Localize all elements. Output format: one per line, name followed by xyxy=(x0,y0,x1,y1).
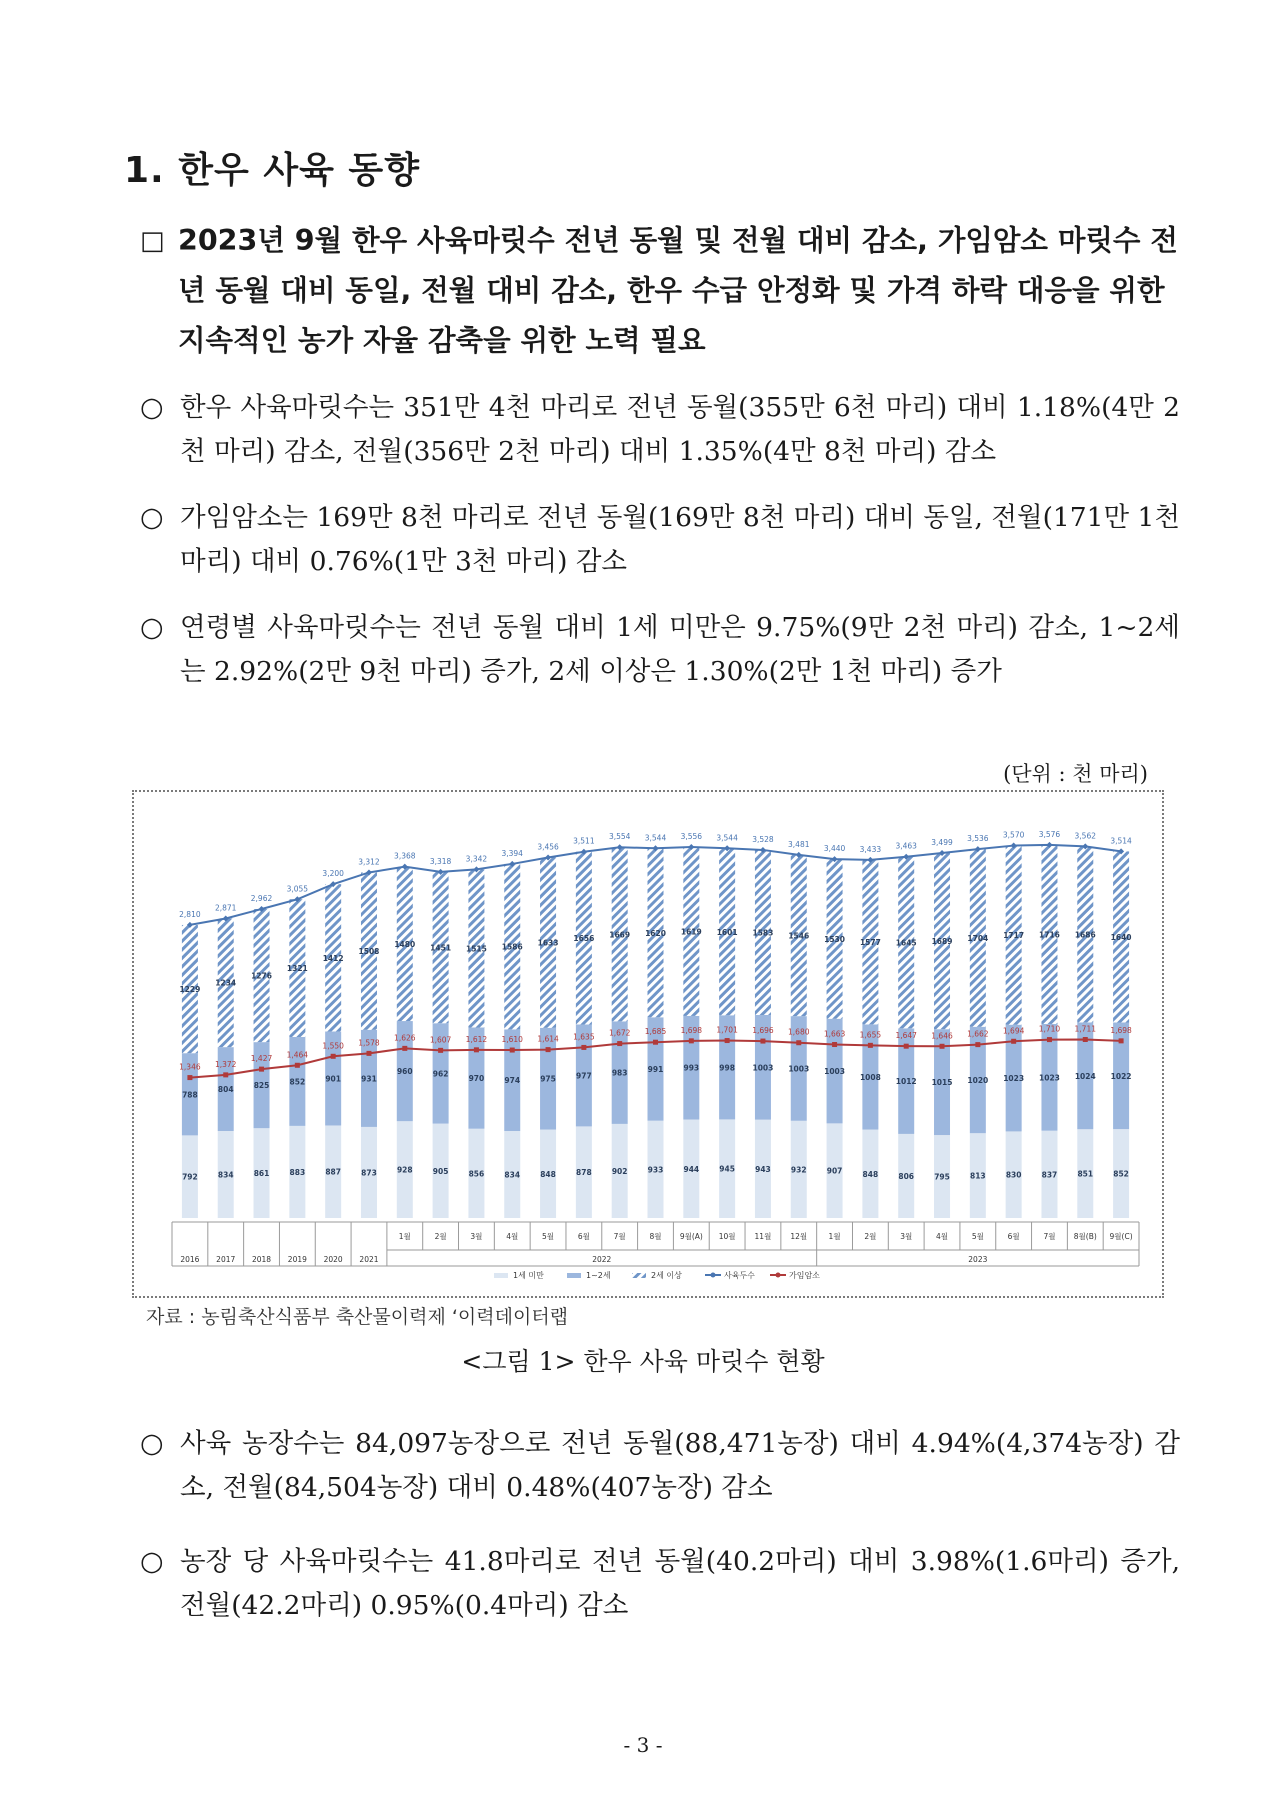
chart-bar-value-label: 806 xyxy=(898,1171,915,1181)
chart-line-point xyxy=(581,1045,586,1050)
chart-bar-value-label: 1704 xyxy=(967,933,989,943)
chart-category-label: 2019 xyxy=(287,1255,307,1264)
chart-line-point xyxy=(653,1040,658,1045)
chart-line-value-label: 1,680 xyxy=(788,1027,810,1037)
chart-category-label: 5월 xyxy=(971,1232,984,1241)
bullet-item xyxy=(140,1540,1180,1628)
chart-category-label: 2020 xyxy=(323,1255,343,1264)
chart-bar-value-label: 931 xyxy=(361,1074,377,1084)
bullet-item xyxy=(140,1422,1180,1510)
chart-bar-value-label: 887 xyxy=(325,1167,341,1177)
chart-bar-value-label: 1012 xyxy=(895,1077,917,1087)
chart-line-value-label: 1,612 xyxy=(465,1034,488,1044)
chart-line-point xyxy=(940,1044,945,1049)
chart-line-value-label: 3,368 xyxy=(394,851,416,861)
chart-line-value-label: 3,570 xyxy=(1002,830,1025,840)
chart-line-point xyxy=(904,1044,909,1049)
circle-bullet-icon: ○ xyxy=(140,502,164,533)
bullet-text: 연령별 사육마릿수는 전년 동월 대비 1세 미만은 9.75%(9만 2천 마리) 감소, 1~2세는 2.92%(2만 9천 마리) 증가, 2세 이상은 1.30%(2만 1천 마리) 증가 xyxy=(180,612,1180,687)
chart-bar-value-label: 792 xyxy=(182,1172,198,1182)
chart-line-point xyxy=(725,1038,730,1043)
chart-line-value-label: 1,662 xyxy=(967,1029,989,1039)
chart-line-point xyxy=(438,1048,443,1053)
chart-bar-value-label: 1412 xyxy=(322,953,344,963)
chart-category-label: 2월 xyxy=(434,1232,447,1241)
summary-text: 2023년 9월 한우 사육마릿수 전년 동월 및 전월 대비 감소, 가임암소 마릿수 전년 동월 대비 동일, 전월 대비 감소, 한우 수급 안정화 및 가격 하락 대응을 위한 지속적인 농가 자율 감축을 위한 노력 필요 xyxy=(178,224,1178,357)
chart-line-point xyxy=(187,1075,192,1080)
chart-line-point xyxy=(366,1051,371,1056)
chart-line-point xyxy=(1119,1038,1124,1043)
chart-line-point xyxy=(617,1041,622,1046)
chart-bar-value-label: 1003 xyxy=(752,1063,774,1073)
circle-bullet-icon: ○ xyxy=(140,1546,164,1577)
source-note: 자료 : 농림축산식품부 축산물이력제 ‘이력데이터랩 xyxy=(146,1306,569,1328)
chart-line-point xyxy=(474,1047,479,1052)
chart-line-point xyxy=(331,1054,336,1059)
chart-line-value-label: 1,663 xyxy=(823,1029,846,1039)
chart-legend-swatch xyxy=(632,1273,646,1278)
chart-line-value-label: 1,711 xyxy=(1074,1024,1097,1034)
chart-line-point xyxy=(546,1047,551,1052)
chart-legend-swatch xyxy=(776,1273,781,1278)
section-title: 1. 한우 사육 동향 xyxy=(124,150,420,191)
chart-bar-value-label: 830 xyxy=(1005,1170,1022,1180)
chart-category-label: 3월 xyxy=(900,1232,913,1241)
chart-line-point xyxy=(975,1042,980,1047)
chart-line-value-label: 3,055 xyxy=(286,884,309,894)
chart-frame xyxy=(132,790,1164,1298)
chart-line-value-label: 1,694 xyxy=(1002,1026,1025,1036)
chart-bar-value-label: 943 xyxy=(755,1164,771,1174)
circle-bullet-icon: ○ xyxy=(140,612,164,643)
chart-line-value-label: 3,440 xyxy=(823,844,846,854)
chart-line-value-label: 1,578 xyxy=(358,1038,380,1048)
chart-line-value-label: 1,372 xyxy=(214,1059,237,1069)
chart-category-label: 6월 xyxy=(1007,1232,1020,1241)
chart-bar-value-label: 873 xyxy=(361,1168,377,1178)
chart-bar-value-label: 975 xyxy=(540,1074,556,1084)
summary-box xyxy=(140,216,1180,366)
chart-legend-label: 2세 이상 xyxy=(651,1271,682,1280)
chart-category-label: 8월(B) xyxy=(1073,1232,1097,1241)
chart-bar-value-label: 1546 xyxy=(788,931,810,941)
chart-bar-value-label: 795 xyxy=(934,1172,950,1182)
chart-bar-value-label: 1508 xyxy=(358,947,380,957)
chart-bar-value-label: 1583 xyxy=(752,928,774,938)
chart-bar-value-label: 944 xyxy=(683,1164,700,1174)
chart-bar-value-label: 962 xyxy=(432,1069,449,1079)
chart-category-label: 1월 xyxy=(398,1232,411,1241)
chart-bar-value-label: 804 xyxy=(217,1085,234,1095)
chart-line-value-label: 1,710 xyxy=(1038,1024,1061,1034)
chart-line-value-label: 2,810 xyxy=(179,909,201,919)
chart-category-label: 2월 xyxy=(864,1232,877,1241)
unit-note: (단위 : 천 마리) xyxy=(1003,762,1148,786)
bullet-item xyxy=(140,606,1180,694)
chart-bar-value-label: 1480 xyxy=(394,939,416,949)
chart-line-point xyxy=(868,1043,873,1048)
chart-bar-value-label: 852 xyxy=(1113,1169,1129,1179)
chart-bar-value-label: 1023 xyxy=(1039,1073,1060,1083)
chart-line-point xyxy=(402,1046,407,1051)
chart-line-value-label: 1,427 xyxy=(250,1054,273,1064)
chart-line-value-label: 1,672 xyxy=(608,1028,631,1038)
chart-line-value-label: 3,499 xyxy=(931,837,953,847)
chart-bar-value-label: 970 xyxy=(468,1074,485,1084)
chart-line-value-label: 3,312 xyxy=(358,857,380,867)
chart-line-point xyxy=(1011,1039,1016,1044)
chart-bar-value-label: 902 xyxy=(611,1166,628,1176)
chart-group-label: 2023 xyxy=(968,1255,988,1264)
chart-bar-value-label: 1656 xyxy=(573,934,595,944)
chart-bar-value-label: 1008 xyxy=(859,1072,881,1082)
chart-line-value-label: 3,556 xyxy=(680,832,703,842)
chart-bar-value-label: 1716 xyxy=(1039,930,1060,940)
chart-line-value-label: 3,514 xyxy=(1110,836,1132,846)
chart-bar-value-label: 848 xyxy=(862,1169,879,1179)
chart-category-label: 2017 xyxy=(216,1255,236,1264)
chart-bar-value-label: 1619 xyxy=(680,927,702,937)
chart-bar-value-label: 1577 xyxy=(859,938,881,948)
chart-category-label: 9월(A) xyxy=(679,1232,703,1241)
chart-line-point xyxy=(259,1067,264,1072)
chart-line-point xyxy=(689,1038,694,1043)
chart-bar-value-label: 883 xyxy=(289,1167,306,1177)
chart-bar-value-label: 901 xyxy=(325,1074,341,1084)
chart-bar-value-label: 907 xyxy=(826,1166,843,1176)
chart-bar-value-label: 1645 xyxy=(895,938,917,948)
chart-bar-value-label: 1717 xyxy=(1003,931,1025,941)
chart-line-value-label: 3,544 xyxy=(716,833,738,843)
chart-line-value-label: 1,646 xyxy=(931,1031,953,1041)
chart-line-value-label: 3,562 xyxy=(1074,831,1097,841)
chart-legend-label: 1세 미만 xyxy=(513,1271,544,1280)
chart-bar-value-label: 837 xyxy=(1041,1170,1058,1180)
bullet-item xyxy=(140,496,1180,584)
chart-bar-value-label: 998 xyxy=(719,1063,735,1073)
chart-line-value-label: 1,635 xyxy=(573,1032,595,1042)
chart-line-value-label: 3,554 xyxy=(608,832,631,842)
chart-category-label: 4월 xyxy=(936,1232,949,1241)
chart-bar-value-label: 1023 xyxy=(1003,1074,1025,1084)
chart-line-value-label: 3,463 xyxy=(895,841,917,851)
chart-category-label: 7월 xyxy=(613,1232,626,1241)
chart-bar-value-label: 1620 xyxy=(645,928,666,938)
chart-bar-value-label: 856 xyxy=(468,1169,485,1179)
chart-bar-value-label: 1686 xyxy=(1074,930,1096,940)
chart-legend-label: 1~2세 xyxy=(586,1271,611,1280)
chart-bar-value-label: 1276 xyxy=(251,971,272,981)
figure-caption: <그림 1> 한우 사육 마릿수 현황 xyxy=(461,1347,825,1376)
chart-line-value-label: 3,528 xyxy=(752,834,774,844)
chart-bar-value-label: 834 xyxy=(504,1170,521,1180)
chart-line-value-label: 1,655 xyxy=(859,1030,882,1040)
chart-category-label: 8월 xyxy=(649,1232,662,1241)
bullet-text: 농장 당 사육마릿수는 41.8마리로 전년 동월(40.2마리) 대비 3.98%(1.6마리) 증가, 전월(42.2마리) 0.95%(0.4마리) 감소 xyxy=(180,1546,1180,1621)
chart-bar-value-label: 878 xyxy=(576,1168,592,1178)
chart-bar-value-label: 852 xyxy=(289,1077,306,1087)
chart-line-point xyxy=(832,1042,837,1047)
chart-line-value-label: 3,318 xyxy=(429,856,452,866)
chart-bar-value-label: 905 xyxy=(432,1166,449,1176)
chart-line-value-label: 3,544 xyxy=(644,833,667,843)
chart-legend-swatch xyxy=(567,1273,581,1278)
chart-group-label: 2022 xyxy=(592,1255,612,1264)
chart-bar-value-label: 945 xyxy=(719,1164,735,1174)
chart-line-value-label: 1,696 xyxy=(752,1026,774,1036)
chart-bar-value-label: 825 xyxy=(253,1081,270,1091)
chart-category-label: 2016 xyxy=(180,1255,200,1264)
chart-category-label: 4월 xyxy=(506,1232,519,1241)
chart-line-point xyxy=(223,1072,228,1077)
chart-line-point xyxy=(295,1063,300,1068)
chart-line-value-label: 1,701 xyxy=(716,1025,738,1035)
chart-bar-value-label: 1669 xyxy=(609,930,631,940)
bullet-item xyxy=(140,386,1180,474)
bullet-text: 가임암소는 169만 8천 마리로 전년 동월(169만 8천 마리) 대비 동일, 전월(171만 1천 마리) 대비 0.76%(1만 3천 마리) 감소 xyxy=(180,502,1180,577)
chart-bar-value-label: 974 xyxy=(504,1076,521,1086)
chart-line-value-label: 3,342 xyxy=(465,854,488,864)
chart-bar-value-label: 933 xyxy=(647,1165,664,1175)
chart-line-point xyxy=(1047,1037,1052,1042)
chart-legend-swatch xyxy=(494,1273,508,1278)
chart-line-value-label: 1,346 xyxy=(179,1062,201,1072)
chart-line-value-label: 1,607 xyxy=(429,1035,452,1045)
chart-line-value-label: 3,481 xyxy=(788,839,810,849)
chart-bar-value-label: 1633 xyxy=(537,938,559,948)
chart-bar-value-label: 1015 xyxy=(931,1078,953,1088)
chart-bar-value-label: 993 xyxy=(683,1063,700,1073)
chart-bar-value-label: 1003 xyxy=(788,1064,810,1074)
chart-bar-value-label: 1601 xyxy=(716,927,738,937)
chart-line-value-label: 3,394 xyxy=(501,848,523,858)
chart-line-value-label: 3,536 xyxy=(967,834,989,844)
chart-line-value-label: 3,456 xyxy=(537,842,559,852)
chart-bar-value-label: 960 xyxy=(396,1067,413,1077)
chart-bar-value-label: 851 xyxy=(1077,1169,1094,1179)
chart-category-label: 11월 xyxy=(754,1232,772,1241)
chart-legend-label: 사육두수 xyxy=(724,1271,755,1280)
chart-line-point xyxy=(510,1048,515,1053)
chart-bar-value-label: 932 xyxy=(790,1165,807,1175)
chart-category-label: 10월 xyxy=(718,1232,736,1241)
chart-bar-value-label: 1020 xyxy=(967,1075,989,1085)
chart-bar-value-label: 848 xyxy=(540,1169,556,1179)
chart-bar-value-label: 991 xyxy=(647,1064,664,1074)
chart-line-value-label: 3,433 xyxy=(859,844,882,854)
chart-category-label: 2021 xyxy=(359,1255,379,1264)
chart-line-value-label: 1,464 xyxy=(286,1050,309,1060)
chart-category-label: 1월 xyxy=(828,1232,841,1241)
chart-category-label: 3월 xyxy=(470,1232,483,1241)
chart-legend-label: 가임암소 xyxy=(789,1271,820,1280)
chart-bar-value-label: 861 xyxy=(253,1169,270,1179)
chart-category-label: 6월 xyxy=(577,1232,590,1241)
page-number: - 3 - xyxy=(623,1733,663,1757)
chart-line-value-label: 3,200 xyxy=(322,869,344,879)
chart-category-label: 9월(C) xyxy=(1109,1232,1133,1241)
circle-bullet-icon: ○ xyxy=(140,1428,164,1459)
chart-bar-value-label: 834 xyxy=(217,1170,234,1180)
chart-bar-value-label: 1234 xyxy=(215,978,237,988)
chart-bar-value-label: 928 xyxy=(396,1165,413,1175)
chart-bar-value-label: 1689 xyxy=(931,937,953,947)
chart-bar-value-label: 1586 xyxy=(501,942,523,952)
circle-bullet-icon: ○ xyxy=(140,392,164,423)
chart-line-value-label: 1,647 xyxy=(895,1031,917,1041)
chart-bar-value-label: 983 xyxy=(611,1068,628,1078)
chart-line-value-label: 2,871 xyxy=(214,903,237,913)
chart-bar-value-label: 1003 xyxy=(824,1067,846,1077)
chart-line-value-label: 2,962 xyxy=(250,893,273,903)
chart-line-value-label: 1,698 xyxy=(680,1025,703,1035)
bullet-text: 사육 농장수는 84,097농장으로 전년 동월(88,471농장) 대비 4.94%(4,374농장) 감소, 전월(84,504농장) 대비 0.48%(407농장) 감소 xyxy=(180,1428,1180,1503)
chart-line-value-label: 3,511 xyxy=(573,836,595,846)
chart-line-value-label: 1,610 xyxy=(501,1035,523,1045)
chart-bar-value-label: 1451 xyxy=(430,943,452,953)
chart-line-value-label: 1,626 xyxy=(394,1033,416,1043)
chart-svg xyxy=(134,792,1162,1296)
chart-bar-value-label: 977 xyxy=(576,1071,592,1081)
chart-bar-value-label: 1515 xyxy=(465,944,487,954)
chart-bar-value-label: 1022 xyxy=(1110,1071,1132,1081)
chart-bar-value-label: 1024 xyxy=(1074,1071,1096,1081)
chart-legend-swatch xyxy=(711,1273,716,1278)
chart-category-label: 7월 xyxy=(1043,1232,1056,1241)
chart-category-label: 2018 xyxy=(251,1255,272,1264)
chart-line-value-label: 3,576 xyxy=(1038,829,1061,839)
chart-line-value-label: 1,685 xyxy=(644,1027,667,1037)
chart-category-label: 5월 xyxy=(542,1232,555,1241)
chart-bar-value-label: 1530 xyxy=(824,934,846,944)
chart-line-point xyxy=(796,1040,801,1045)
chart-line-value-label: 1,698 xyxy=(1110,1025,1132,1035)
chart-bar-value-label: 813 xyxy=(970,1171,986,1181)
chart-bar-value-label: 1640 xyxy=(1110,932,1132,942)
chart-bar-value-label: 788 xyxy=(182,1090,198,1100)
chart-line-value-label: 1,550 xyxy=(322,1041,344,1051)
chart-category-label: 12월 xyxy=(790,1232,808,1241)
chart-bar-value-label: 1321 xyxy=(286,964,308,974)
bullet-text: 한우 사육마릿수는 351만 4천 마리로 전년 동월(355만 6천 마리) 대비 1.18%(4만 2천 마리) 감소, 전월(356만 2천 마리) 대비 1.35%(4만 8천 마리) 감소 xyxy=(180,392,1180,467)
chart-line-value-label: 1,614 xyxy=(537,1034,559,1044)
chart-line-point xyxy=(1083,1037,1088,1042)
chart-line-point xyxy=(760,1039,765,1044)
chart-bar-value-label: 1229 xyxy=(179,985,201,995)
checkbox-square-icon: □ xyxy=(140,226,165,256)
